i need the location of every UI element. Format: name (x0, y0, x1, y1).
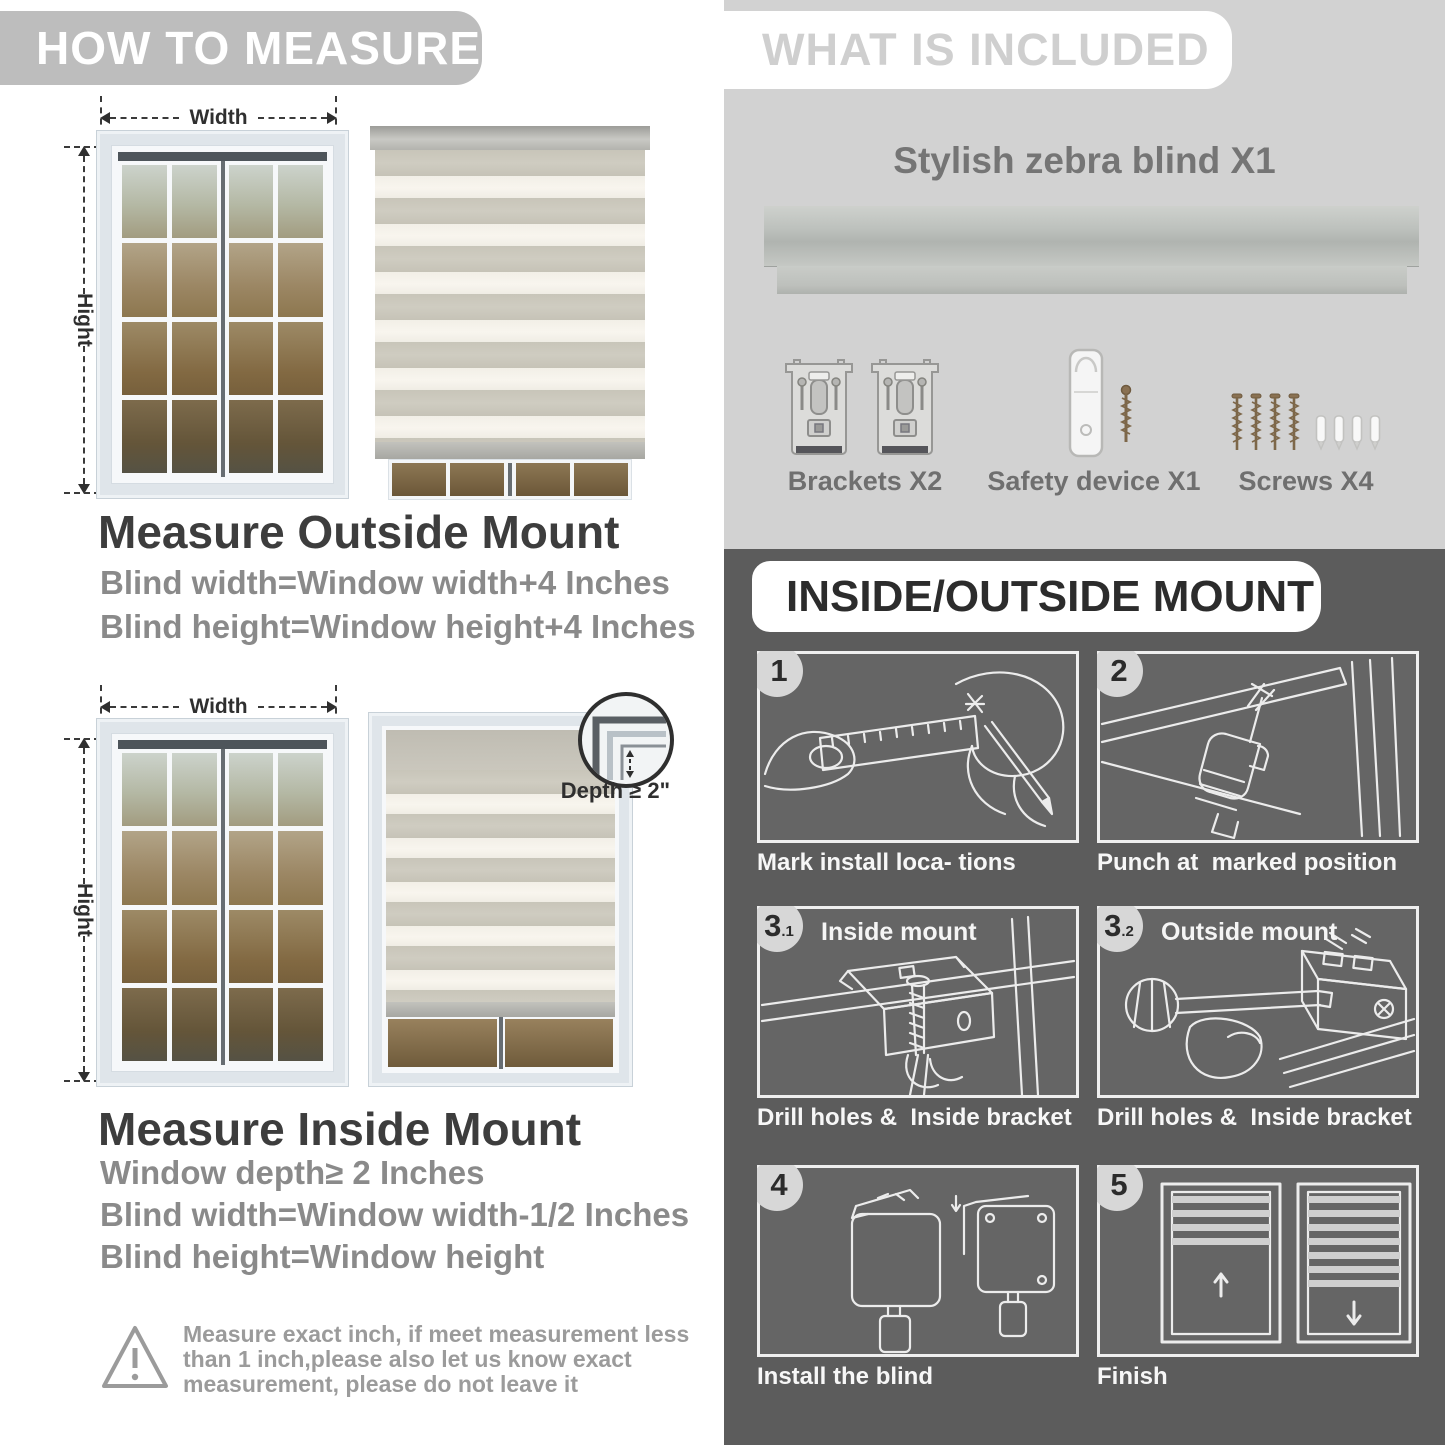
warning-text (183, 1322, 689, 1397)
step-2-caption: Punch at marked position (1097, 849, 1398, 876)
blind-cassette (370, 126, 650, 150)
what-is-included-title: WHAT IS INCLUDED (762, 24, 1210, 75)
outside-mount-rule-height: Blind height=Window height+4 Inches (100, 608, 696, 645)
depth-callout-icon (578, 692, 674, 788)
bracket-icon (782, 356, 942, 456)
how-to-measure-header (0, 11, 482, 85)
what-is-included-header (724, 11, 1232, 89)
zebra-blind-outside (370, 126, 650, 492)
step-3-1-badge-layer (757, 906, 1079, 1098)
headrail-image (764, 206, 1419, 266)
hight-arrow-inside (74, 738, 94, 1082)
blind-fabric (386, 770, 615, 1002)
step-2-badge: 2 (1097, 651, 1143, 697)
step-3-2-badge: 3 .2 (1097, 906, 1143, 952)
screws-icon (1229, 392, 1389, 454)
width-label-inside: Width (189, 695, 248, 718)
step-3-2-caption: Drill holes & Inside bracket (1097, 1104, 1412, 1131)
depth-label: Depth ≥ 2" (560, 778, 670, 803)
warning-line: Measure exact inch, if meet measurement less (183, 1321, 690, 1347)
what-is-included-panel (724, 0, 1445, 549)
inside-mount-rule-depth: Window depth≥ 2 Inches (100, 1154, 485, 1191)
width-arrow (100, 108, 337, 128)
window-below-blind (386, 1017, 615, 1069)
window-below-blind (388, 459, 632, 500)
width-label: Width (189, 106, 248, 129)
step-3-1-badge: 3 .1 (757, 906, 803, 952)
screws-label: Screws X4 (1238, 466, 1374, 496)
step-4-badge: 4 (757, 1165, 803, 1211)
blind-bottom-rail (386, 1002, 615, 1017)
step-3-2-title: Outside mount (1161, 918, 1338, 946)
how-to-measure-title: HOW TO MEASURE (36, 22, 482, 74)
step-5-badge-layer (1097, 1165, 1419, 1357)
width-arrow-inside (100, 697, 337, 717)
headrail-valance (777, 266, 1407, 294)
blind-bottom-rail (375, 442, 645, 459)
inside-mount-rule-width: Blind width=Window width-1/2 Inches (100, 1196, 690, 1233)
warning-triangle-icon (98, 1322, 172, 1394)
step-3-1-title: Inside mount (821, 918, 977, 946)
step-4-badge-layer (757, 1165, 1079, 1357)
step-1-badge-layer (757, 651, 1079, 843)
step-3-1-caption: Drill holes & Inside bracket (757, 1104, 1072, 1131)
safety-device-icon (1064, 346, 1144, 462)
mount-instructions-panel (724, 549, 1445, 1445)
outside-mount-rule-width: Blind width=Window width+4 Inches (100, 564, 670, 601)
step-4-caption: Install the blind (757, 1363, 934, 1390)
blind-fabric (375, 150, 645, 442)
hight-label: Hight (73, 293, 96, 347)
mount-title: INSIDE/OUTSIDE MOUNT (786, 571, 1315, 621)
brackets-label: Brackets X2 (787, 466, 943, 496)
step-5-caption: Finish (1097, 1363, 1168, 1390)
step-5-badge: 5 (1097, 1165, 1143, 1211)
step-1-caption: Mark install loca- tions (757, 849, 1016, 876)
product-label: Stylish zebra blind X1 (893, 140, 1276, 181)
outside-mount-title: Measure Outside Mount (98, 506, 620, 558)
warning-line: measurement, please do not leave it (183, 1371, 578, 1397)
hight-label-inside: Hight (73, 883, 96, 937)
hight-arrow (74, 146, 94, 494)
screw-icon (1122, 386, 1131, 443)
step-1-badge: 1 (757, 651, 803, 697)
safety-device-label: Safety device X1 (987, 466, 1201, 496)
mount-header (752, 561, 1321, 632)
inside-mount-rule-height: Blind height=Window height (100, 1238, 545, 1275)
window-photo-inside (96, 718, 349, 1087)
step-3-2-badge-layer (1097, 906, 1419, 1098)
step-2-badge-layer (1097, 651, 1419, 843)
warning-line: than 1 inch,please also let us know exact (183, 1346, 632, 1372)
inside-mount-title: Measure Inside Mount (98, 1103, 582, 1155)
window-photo-outside (96, 130, 349, 499)
